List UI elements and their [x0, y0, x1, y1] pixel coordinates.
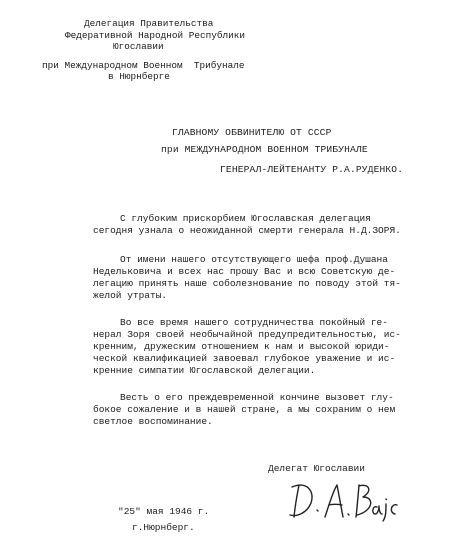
body-p2-line-3: легацию принять наше соболезнование по поводу этой тя-: [93, 278, 401, 289]
closing-place: г.Нюрнберг.: [132, 522, 195, 533]
body-p3-line-3: кренним, дружеским отношением к нам и высокой юриди-: [93, 341, 390, 352]
body-p3-line-5: кренние симпатии Югославской делегации.: [93, 365, 316, 376]
body-p2-line-4: желой утраты.: [93, 290, 168, 301]
closing-date: "25" мая 1946 г.: [118, 506, 210, 517]
body-p1-line-2: сегодня узнала о неожиданной смерти генерала Н.Д.ЗОРЯ.: [93, 225, 401, 236]
signature-drawing: [285, 477, 401, 523]
body-p4-line-2: бокое сожаление и в нашей стране, а мы сохраним о нем: [93, 404, 396, 415]
addressee-line-1: ГЛАВНОМУ ОБВИНИТЕЛЮ ОТ СССР: [172, 127, 332, 138]
body-p4-line-1: Весть о его преждевременной кончине вызовет глу-: [120, 392, 394, 403]
header-line-2: Федеративной Народной Республики: [65, 30, 246, 41]
body-p4-line-3: светлое воспоминание.: [93, 416, 213, 427]
header-line-4: при Международном Военном Трибунале: [42, 60, 245, 71]
body-p3-line-1: Во все время нашего сотрудничества покойный ге-: [120, 317, 388, 328]
addressee-line-3: ГЕНЕРАЛ-ЛЕЙТЕНАНТУ Р.А.РУДЕНКО.: [220, 164, 404, 175]
body-p2-line-2: Недельковича и всех нас прошу Вас и всю Советскую де-: [93, 266, 396, 277]
body-p1-line-1: С глубоким прискорбием Югославская делегация: [120, 213, 371, 224]
handwritten-signature: [285, 477, 401, 523]
header-line-3: Югославии: [113, 41, 164, 52]
header-line-5: в Нюрнберге: [108, 71, 170, 82]
header-line-1: Делегация Правительства: [84, 18, 214, 29]
closing-title: Делегат Югославии: [268, 463, 365, 474]
body-p3-line-2: нерал Зоря своей необычайной предупредительностью, ис-: [93, 329, 401, 340]
body-p3-line-4: ческой квалификацией завоевал глубокое уважение и ис-: [93, 353, 396, 364]
body-p2-line-1: От имени нашего отсутствующего шефа проф.Душана: [120, 254, 388, 265]
addressee-line-2: при МЕЖДУНАРОДНОМ ВОЕННОМ ТРИБУНАЛЕ: [161, 144, 368, 155]
